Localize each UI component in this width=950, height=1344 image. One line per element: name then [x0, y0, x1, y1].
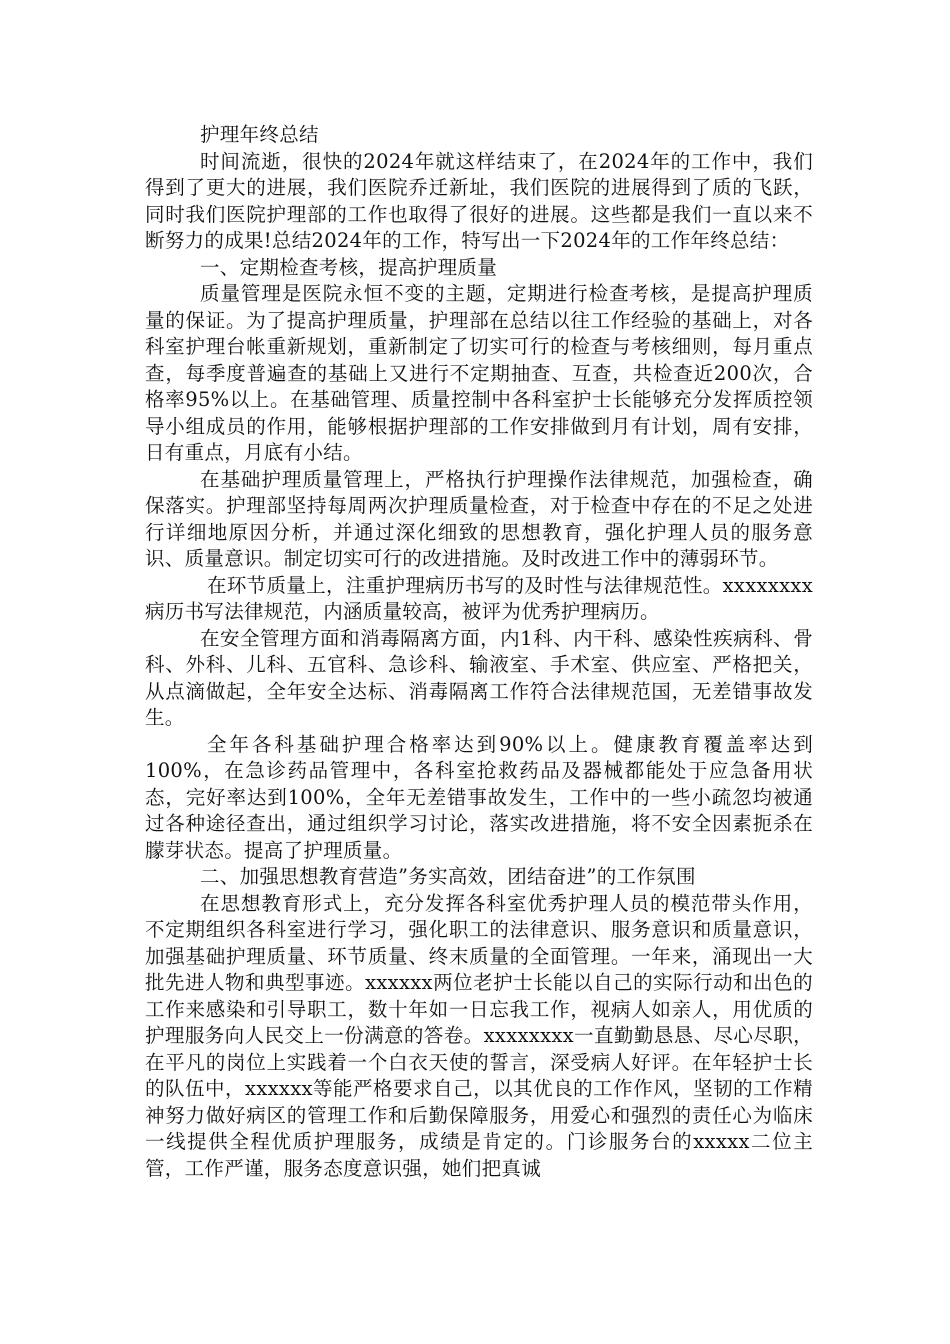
section-2-paragraph-1: 在思想教育形式上，充分发挥各科室优秀护理人员的模范带头作用，不定期组织各科室进行学习，强化职工的法律意识、服务意识和质量意识，加强基础护理质量、环节质量、终末质量的全面管理。一年来，涌现出一大批先进人物和典型事迹。xxxxxx两位老护士长能以自己的实际行动和出色的工作来感染和引导职工，数十年如一日忘我工作，视病人如亲人，用优质的护理服务向人民交上一份满意的答卷。xxxxxxxx一直勤勤恳恳、尽心尽职，在平凡的岗位上实践着一个白衣天使的誓言，深受病人好评。在年轻护士长的队伍中，xxxxxx等能严格要求自己，以其优良的工作作风，坚韧的工作精神努力做好病区的管理工作和后勤保障服务，用爱心和强烈的责任心为临床一线提供全程优质护理服务，成绩是肯定的。门诊服务台的xxxxx二位主管，工作严谨，服务态度意识强，她们把真诚 [145, 891, 813, 1180]
intro-paragraph: 时间流逝，很快的2024年就这样结束了，在2024年的工作中，我们得到了更大的进展，我们医院乔迁新址，我们医院的进展得到了质的飞跃，同时我们医院护理部的工作也取得了很好的进展。这些都是我们一直以来不断努力的成果!总结2024年的工作，特写出一下2024年的工作年终总结： [145, 149, 813, 252]
section-1-paragraph-4: 在安全管理方面和消毒隔离方面，内1科、内干科、感染性疾病科、骨科、外科、儿科、五官科、急诊科、输液室、手术室、供应室、严格把关，从点滴做起，全年安全达标、消毒隔离工作符合法律规范国，无差错事故发生。 [145, 626, 813, 729]
document-page [145, 122, 813, 1182]
section-1-paragraph-1: 质量管理是医院永恒不变的主题，定期进行检查考核，是提高护理质量的保证。为了提高护理质量，护理部在总结以往工作经验的基础上，对各科室护理台帐重新规划，重新制定了切实可行的检查与考核细则，每月重点查，每季度普遍查的基础上又进行不定期抽查、互查，共检查近200次，合格率95%以上。在基础管理、质量控制中各科室护士长能够充分发挥质控领导小组成员的作用，能够根据护理部的工作安排做到月有计划，周有安排，日有重点，月底有小结。 [145, 282, 813, 464]
section-1-paragraph-2: 在基础护理质量管理上，严格执行护理操作法律规范，加强检查，确保落实。护理部坚持每周两次护理质量检查，对于检查中存在的不足之处进行详细地原因分析，并通过深化细致的思想教育，强化护理人员的服务意识、质量意识。制定切实可行的改进措施。及时改进工作中的薄弱环节。 [145, 467, 813, 570]
section-2-heading: 二、加强思想教育营造”务实高效，团结奋进”的工作氛围 [200, 865, 696, 888]
document-title: 护理年终总结 [200, 123, 319, 146]
section-1-paragraph-3: 在环节质量上，注重护理病历书写的及时性与法律规范性。xxxxxxxx病历书写法律规范，内涵质量较高，被评为优秀护理病历。 [145, 573, 813, 623]
section-1-paragraph-5: 全年各科基础护理合格率达到90%以上。健康教育覆盖率达到100%，在急诊药品管理中，各科室抢救药品及器械都能处于应急备用状态，完好率达到100%，全年无差错事故发生，工作中的一些小疏忽均被通过各种途径查出，通过组织学习讨论，落实改进措施，将不安全因素扼杀在朦芽状态。提高了护理质量。 [145, 732, 813, 862]
section-1-heading: 一、定期检查考核，提高护理质量 [200, 255, 498, 279]
